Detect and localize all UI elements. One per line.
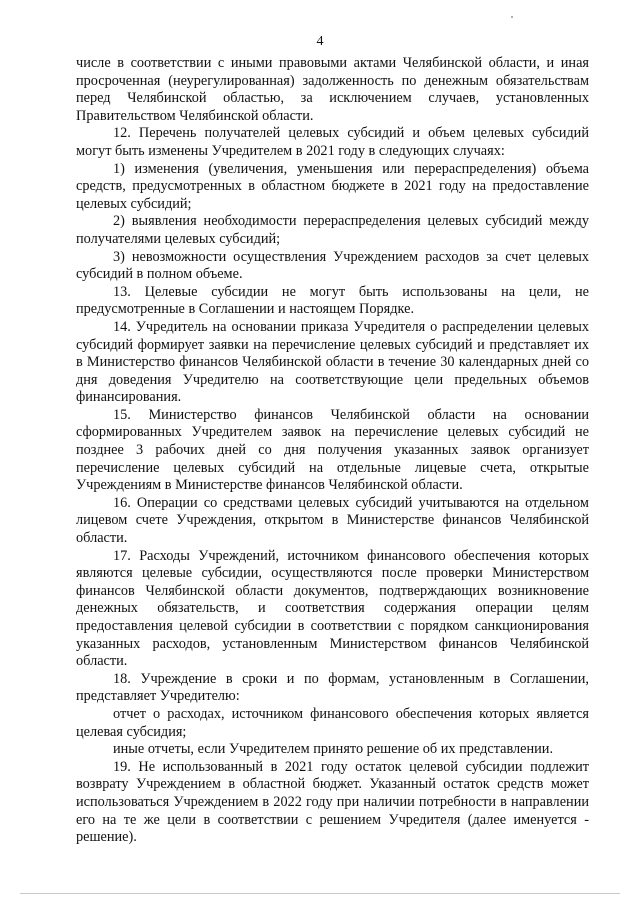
paragraph: отчет о расходах, источником финансового обеспечения которых является целевая субсидия; <box>76 705 589 740</box>
paragraph: 14. Учредитель на основании приказа Учредителя о распределении целевых субсидий формирует заявки на перечисление целевых субсидий и представляет их в Министерство финансов Челябинской области в течение 30 календарных дней со дня доведения Учредителю на соответствующие цели предельных объемов финансирования. <box>76 318 589 406</box>
paragraph: 13. Целевые субсидии не могут быть использованы на цели, не предусмотренные в Соглашении и настоящем Порядке. <box>76 283 589 318</box>
paragraph: 12. Перечень получателей целевых субсидий и объем целевых субсидий могут быть изменены Учредителем в 2021 году в следующих случаях: <box>76 125 589 159</box>
scan-speck <box>511 16 513 18</box>
paragraph: 3) невозможности осуществления Учреждением расходов за счет целевых субсидий в полном объеме. <box>76 248 589 283</box>
page-number: 4 <box>316 34 324 49</box>
paragraph: 16. Операции со средствами целевых субсидий учитываются на отдельном лицевом счете Учреждения, открытом в Министерстве финансов Челябинской области. <box>76 494 589 547</box>
paragraph: 1) изменения (увеличения, уменьшения или перераспределения) объема средств, предусмотренных в областном бюджете в 2021 году на предоставление целевых субсидий; <box>76 160 589 212</box>
paragraph: 2) выявления необходимости перераспределения целевых субсидий между получателями целевых субсидий; <box>76 213 589 247</box>
paragraph: 15. Министерство финансов Челябинской области на основании сформированных Учредителем заявок на перечисление целевых субсидий не позднее 3 рабочих дней со дня получения указанных заявок организует перечисление целевых субсидий на отдельные лицевые счета, открытые Учреждениям в Министерстве финансов Челябинской области. <box>76 406 589 494</box>
paragraph: иные отчеты, если Учредителем принято решение об их представлении. <box>113 741 554 758</box>
paragraph: 18. Учреждение в сроки и по формам, установленным в Соглашении, представляет Учредителю: <box>76 670 589 705</box>
document-body <box>76 55 589 847</box>
page-bottom-edge <box>20 893 620 894</box>
paragraph: числе в соответствии с иными правовыми актами Челябинской области, и иная просроченная (неурегулированная) задолженность по денежным обязательствам перед Челябинской областью, за исключением случаев, установленных Правительством Челябинской области. <box>76 55 589 124</box>
paragraph: 19. Не использованный в 2021 году остаток целевой субсидии подлежит возврату Учреждением в областной бюджет. Указанный остаток средств может использоваться Учреждением в 2022 году при наличии потребности в направлении его на те же цели в соответствии с решением Учредителя (далее именуется - решение). <box>76 758 589 846</box>
paragraph: 17. Расходы Учреждений, источником финансового обеспечения которых являются целевые субсидии, осуществляются после проверки Министерством финансов Челябинской области документов, подтверждающих возникновение денежных обязательств, и соответствия содержания операции целям предоставления целевой субсидии в соответствии с порядком санкционирования указанных расходов, установленным Министерством финансов Челябинской области. <box>76 547 589 670</box>
